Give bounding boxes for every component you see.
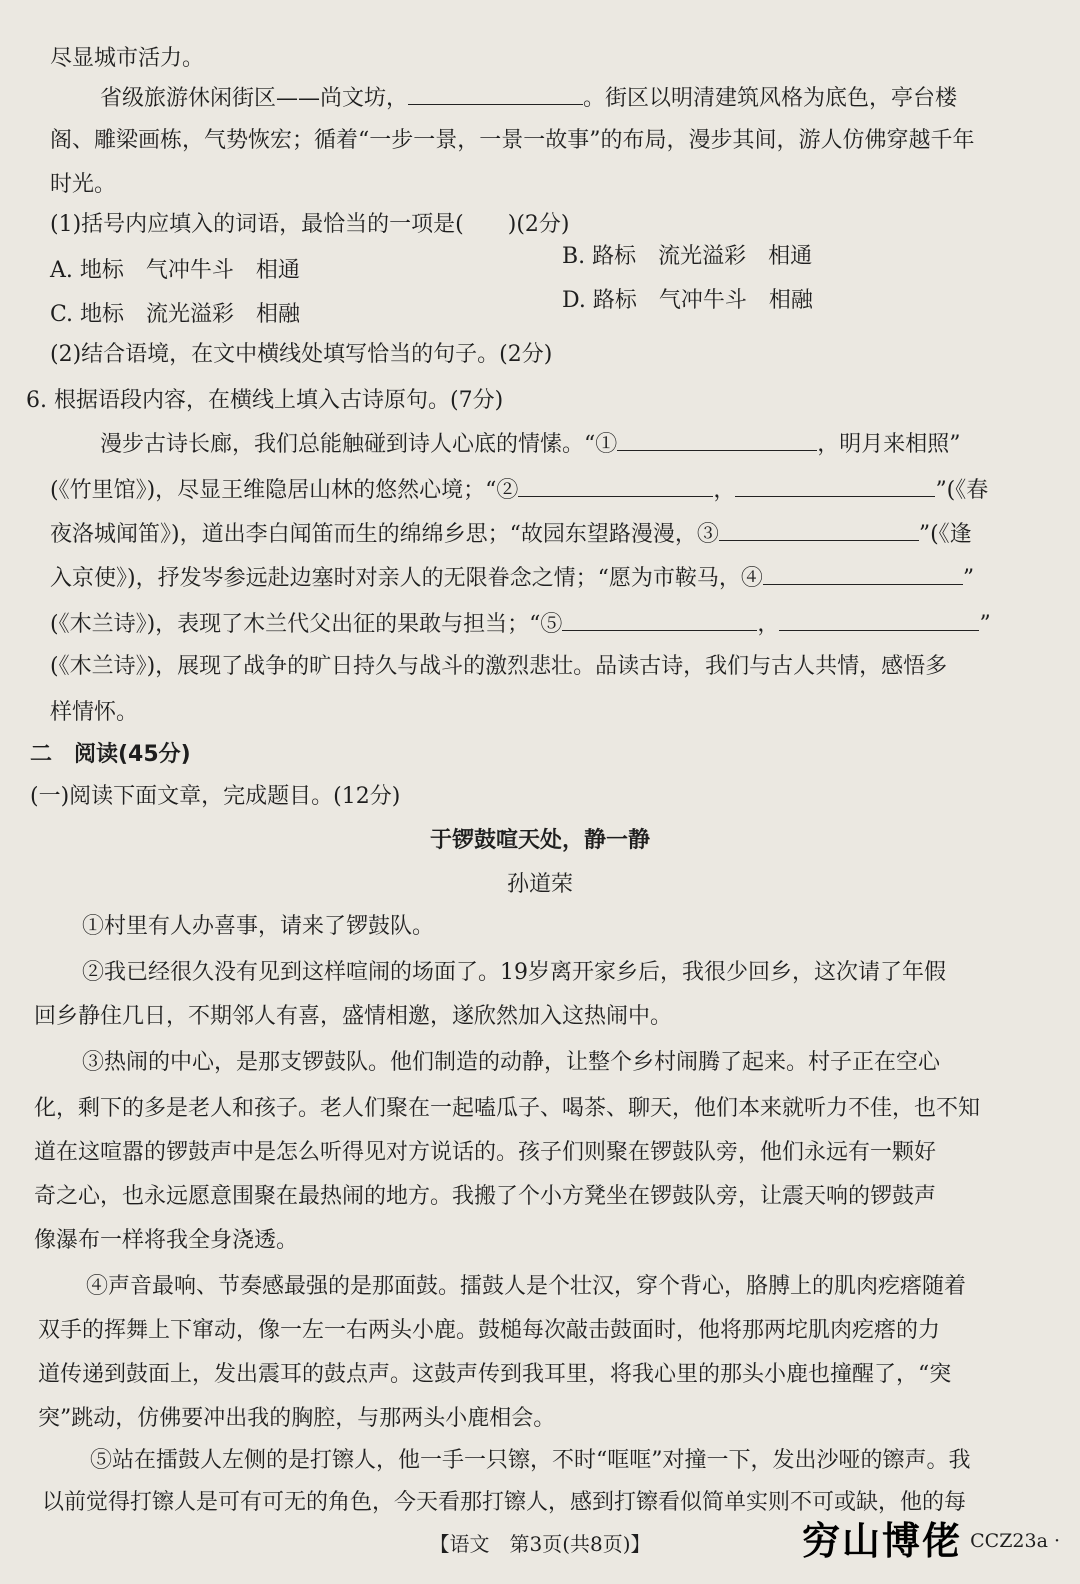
q6-line7: 样情怀。	[50, 700, 139, 725]
q6-text: 夜洛城闻笛》)，道出李白闻笛而生的绵绵乡思；“故园东望路漫漫，③	[50, 522, 719, 547]
article-line: ③热闹的中心，是那支锣鼓队。他们制造的动静，让整个乡村闹腾了起来。村子正在空心	[82, 1050, 941, 1075]
q5-option-b: B. 路标 流光溢彩 相通	[562, 244, 813, 269]
q6-text: ”	[962, 566, 975, 591]
q5-option-c: C. 地标 流光溢彩 相融	[50, 302, 301, 327]
q5-sub1: (1)括号内应填入的词语，最恰当的一项是( )(2分)	[50, 212, 570, 237]
article-line: 道在这喧嚣的锣鼓声中是怎么听得见对方说话的。孩子们则聚在锣鼓队旁，他们永远有一颗好	[34, 1140, 937, 1165]
q6-line1	[100, 428, 961, 460]
page-footer: 【语文 第3页(共8页)】	[429, 1532, 651, 1556]
exam-code: CCZ23a ·	[970, 1530, 1060, 1552]
q5-para-text-b: 。街区以明清建筑风格为底色，亭台楼	[583, 86, 958, 111]
q5-para-text-a: 省级旅游休闲街区——尚文坊，	[100, 86, 409, 111]
q6-text: ，	[713, 478, 736, 503]
article-line: 奇之心，也永远愿意围聚在最热闹的地方。我搬了个小方凳坐在锣鼓队旁，让震天响的锣鼓声	[34, 1184, 937, 1209]
q6-blank-4[interactable]	[763, 562, 963, 585]
q6-text: ”(《逢	[918, 522, 972, 547]
q5-sub2: (2)结合语境，在文中横线处填写恰当的句子。(2分)	[50, 342, 553, 367]
q6-title: 6. 根据语段内容，在横线上填入古诗原句。(7分)	[26, 388, 504, 413]
q5-para-line2: 阁、雕梁画栋，气势恢宏；循着“一步一景，一景一故事”的布局，漫步其间，游人仿佛穿越千年	[50, 128, 975, 153]
q5-para-line1	[100, 82, 957, 114]
q6-blank-5a[interactable]	[562, 608, 757, 631]
article-line: 化，剩下的多是老人和孩子。老人们聚在一起嗑瓜子、喝茶、聊天，他们本来就听力不佳，也不知	[34, 1096, 981, 1121]
q6-line2	[50, 474, 988, 506]
q6-blank-1[interactable]	[617, 428, 817, 451]
article-line: 双手的挥舞上下窜动，像一左一右两头小鹿。鼓槌每次敲击鼓面时，他将那两坨肌肉疙瘩的力	[38, 1318, 941, 1343]
watermark: 穷山博佬	[801, 1519, 962, 1563]
q6-line5	[50, 608, 991, 640]
q6-blank-2b[interactable]	[735, 474, 935, 497]
article-line: ①村里有人办喜事，请来了锣鼓队。	[82, 914, 435, 939]
article-line: 回乡静住几日，不期邻人有喜，盛情相邀，遂欣然加入这热闹中。	[34, 1004, 673, 1029]
q6-blank-2a[interactable]	[518, 474, 713, 497]
q6-text: ”	[979, 612, 991, 637]
section-heading: 二 阅读(45分)	[30, 742, 191, 767]
q5-option-d: D. 路标 气冲牛斗 相融	[562, 288, 813, 313]
article-line: 以前觉得打镲人是可有可无的角色，今天看那打镲人，感到打镲看似简单实则不可或缺，他的每	[42, 1490, 967, 1515]
q6-text: 入京使》)，抒发岑参远赴边塞时对亲人的无限眷念之情；“愿为市鞍马，④	[50, 566, 763, 591]
article-line: 道传递到鼓面上，发出震耳的鼓点声。这鼓声传到我耳里，将我心里的那头小鹿也撞醒了，“突	[38, 1362, 952, 1387]
q6-line3	[50, 518, 972, 550]
q6-text: ，明月来相照”	[817, 432, 961, 457]
q6-text: (《木兰诗》)，表现了木兰代父出征的果敢与担当；“⑤	[50, 612, 563, 637]
q5-option-a: A. 地标 气冲牛斗 相通	[50, 258, 300, 283]
q5-blank[interactable]	[408, 82, 583, 105]
q6-text: (《竹里馆》)，尽显王维隐居山林的悠然心境；“②	[50, 478, 519, 503]
q5-line1: 尽显城市活力。	[50, 46, 205, 71]
q6-text: ”(《春	[935, 478, 989, 503]
q6-blank-5b[interactable]	[779, 608, 979, 631]
article-line: ⑤站在擂鼓人左侧的是打镲人，他一手一只镲，不时“哐哐”对撞一下，发出沙哑的镲声。我	[90, 1448, 971, 1473]
section-subheading: (一)阅读下面文章，完成题目。(12分)	[30, 784, 401, 809]
article-line: 像瀑布一样将我全身浇透。	[34, 1228, 299, 1253]
q5-para-line3: 时光。	[50, 172, 117, 197]
q6-text: ，	[757, 612, 780, 637]
q6-line6: (《木兰诗》)，展现了战争的旷日持久与战斗的激烈悲壮。品读古诗，我们与古人共情，感悟多	[50, 654, 948, 679]
article-line: 突”跳动，仿佛要冲出我的胸腔，与那两头小鹿相会。	[38, 1406, 556, 1431]
q6-text: 漫步古诗长廊，我们总能触碰到诗人心底的情愫。“①	[100, 432, 618, 457]
q6-blank-3[interactable]	[719, 518, 919, 541]
article-line: ②我已经很久没有见到这样喧闹的场面了。19岁离开家乡后，我很少回乡，这次请了年假	[82, 960, 946, 985]
article-line: ④声音最响、节奏感最强的是那面鼓。擂鼓人是个壮汉，穿个背心，胳膊上的肌肉疙瘩随着	[86, 1274, 967, 1299]
q6-line4	[50, 562, 974, 594]
article-title: 于锣鼓喧天处，静一静	[429, 828, 650, 853]
article-author: 孙道荣	[506, 872, 573, 897]
